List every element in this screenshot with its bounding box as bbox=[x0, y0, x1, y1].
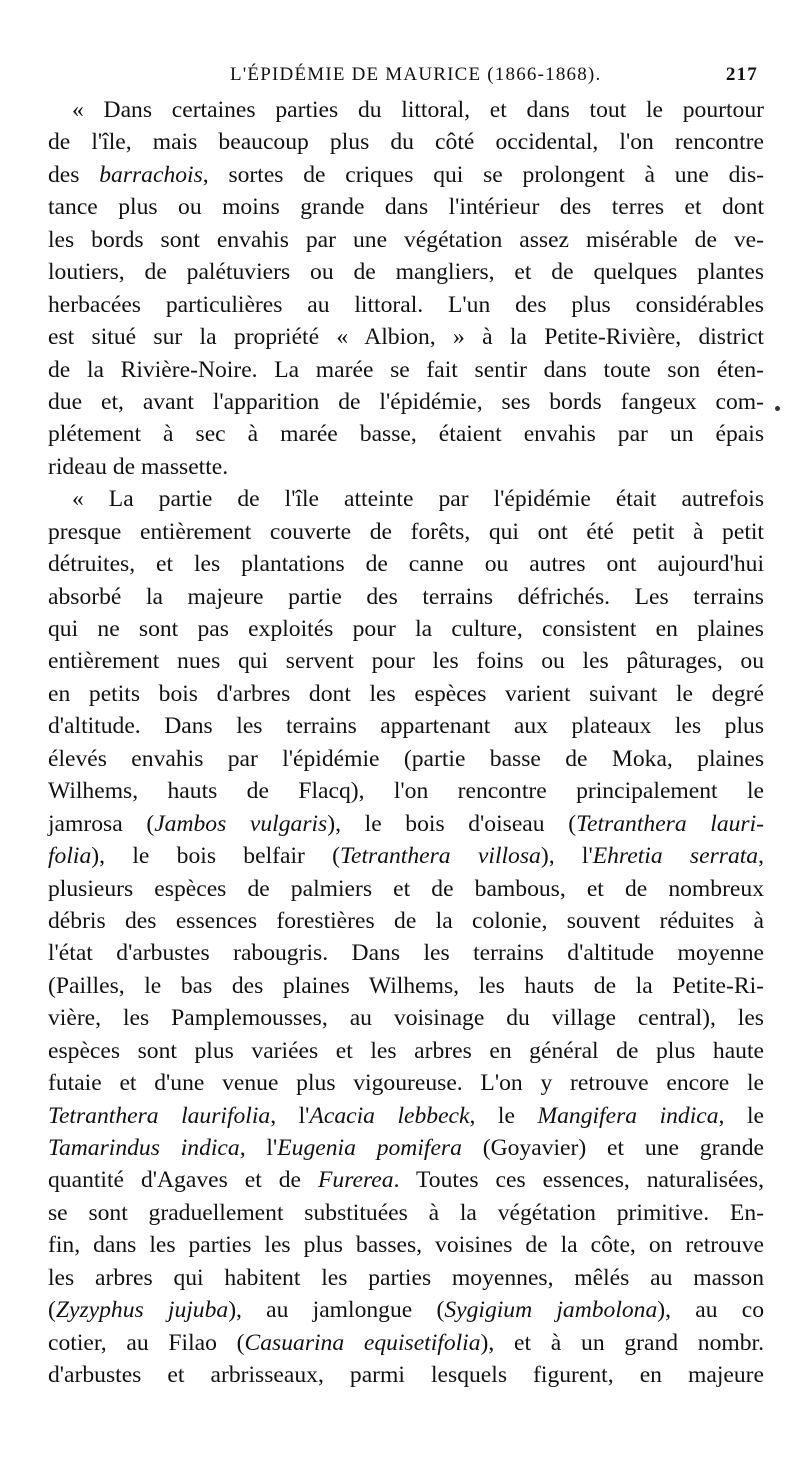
text-line: espèces sont plus variées et les arbres en général de plus haute bbox=[48, 1037, 764, 1064]
text-line: « Dans certaines parties du littoral, et dans tout le pourtour bbox=[72, 97, 764, 123]
text-line: futaie et d'une venue plus vigoureuse. L'on y retrouve encore le bbox=[48, 1070, 764, 1097]
text-line: due et, avant l'apparition de l'épidémie, ses bords fangeux com- bbox=[48, 388, 764, 415]
text-line: rideau de massette. bbox=[48, 453, 229, 480]
text-line: est situé sur la propriété « Albion, » à la Petite-Rivière, district bbox=[48, 324, 764, 351]
text-line: d'altitude. Dans les terrains appartenant aux plateaux les plus bbox=[48, 713, 764, 740]
page-number: 217 bbox=[725, 64, 758, 85]
text-line: l'état d'arbustes rabougris. Dans les terrains d'altitude moyenne bbox=[48, 940, 764, 967]
margin-mark bbox=[775, 406, 780, 411]
text-line: plusieurs espèces de palmiers et de bambous, et de nombreux bbox=[48, 875, 764, 902]
text-line: presque entièrement couverte de forêts, qui ont été petit à petit bbox=[48, 518, 764, 545]
text-line: des barrachois, sortes de criques qui se prolongent à une dis- bbox=[48, 161, 764, 188]
running-title: L'ÉPIDÉMIE DE MAURICE (1866-1868). bbox=[230, 64, 602, 85]
text-line: Tetranthera laurifolia, l'Acacia lebbeck, le Mangifera indica, le bbox=[48, 1102, 764, 1129]
text-line: de la Rivière-Noire. La marée se fait sentir dans toute son éten- bbox=[48, 356, 764, 383]
text-line: les bords sont envahis par une végétation assez misérable de ve- bbox=[48, 226, 764, 253]
text-line: plétement à sec à marée basse, étaient envahis par un épais bbox=[48, 421, 764, 448]
text-line: se sont graduellement substituées à la végétation primitive. En- bbox=[48, 1199, 764, 1226]
text-line: élevés envahis par l'épidémie (partie basse de Moka, plaines bbox=[48, 745, 764, 772]
text-line: (Zyzyphus jujuba), au jamlongue (Sygigium jambolona), au co bbox=[48, 1297, 765, 1324]
text-line: Tamarindus indica, l'Eugenia pomifera (Goyavier) et une grande bbox=[48, 1135, 764, 1161]
text-line: en petits bois d'arbres dont les espèces varient suivant le degré bbox=[48, 680, 764, 707]
text-line: Wilhems, hauts de Flacq), l'on rencontre principalement le bbox=[48, 778, 764, 805]
text-line: de l'île, mais beaucoup plus du côté occidental, l'on rencontre bbox=[48, 129, 764, 156]
text-line: les arbres qui habitent les parties moyennes, mêlés au masson bbox=[48, 1264, 764, 1291]
text-line: vière, les Pamplemousses, au voisinage du village central), les bbox=[48, 1005, 764, 1032]
text-line: (Pailles, le bas des plaines Wilhems, les hauts de la Petite-Ri- bbox=[48, 972, 764, 999]
text-line: tance plus ou moins grande dans l'intérieur des terres et dont bbox=[48, 194, 764, 221]
body-text bbox=[48, 94, 764, 1392]
text-line: débris des essences forestières de la colonie, souvent réduites à bbox=[48, 907, 764, 934]
text-line: « La partie de l'île atteinte par l'épidémie était autrefois bbox=[72, 486, 764, 513]
text-line: folia), le bois belfair (Tetranthera villosa), l'Ehretia serrata, bbox=[48, 843, 764, 870]
document-page bbox=[48, 58, 764, 1392]
text-line: loutiers, de palétuviers ou de mangliers, et de quelques plantes bbox=[48, 259, 764, 286]
text-line: fin, dans les parties les plus basses, voisines de la côte, on retrouve bbox=[48, 1232, 764, 1259]
text-line: quantité d'Agaves et de Furerea. Toutes ces essences, naturalisées, bbox=[48, 1167, 765, 1194]
text-line: absorbé la majeure partie des terrains défrichés. Les terrains bbox=[48, 583, 764, 610]
text-line: jamrosa (Jambos vulgaris), le bois d'oiseau (Tetranthera lauri- bbox=[48, 810, 765, 837]
text-line: cotier, au Filao (Casuarina equisetifolia), et à un grand nombr. bbox=[48, 1329, 765, 1356]
text-line: herbacées particulières au littoral. L'un des plus considérables bbox=[48, 291, 764, 318]
text-line: qui ne sont pas exploités pour la culture, consistent en plaines bbox=[48, 616, 764, 642]
text-line: d'arbustes et arbrisseaux, parmi lesquels figurent, en majeure bbox=[48, 1362, 764, 1389]
text-line: entièrement nues qui servent pour les foins ou les pâturages, ou bbox=[48, 648, 764, 675]
running-header bbox=[48, 58, 764, 94]
text-line: détruites, et les plantations de canne ou autres ont aujourd'hui bbox=[48, 551, 764, 578]
